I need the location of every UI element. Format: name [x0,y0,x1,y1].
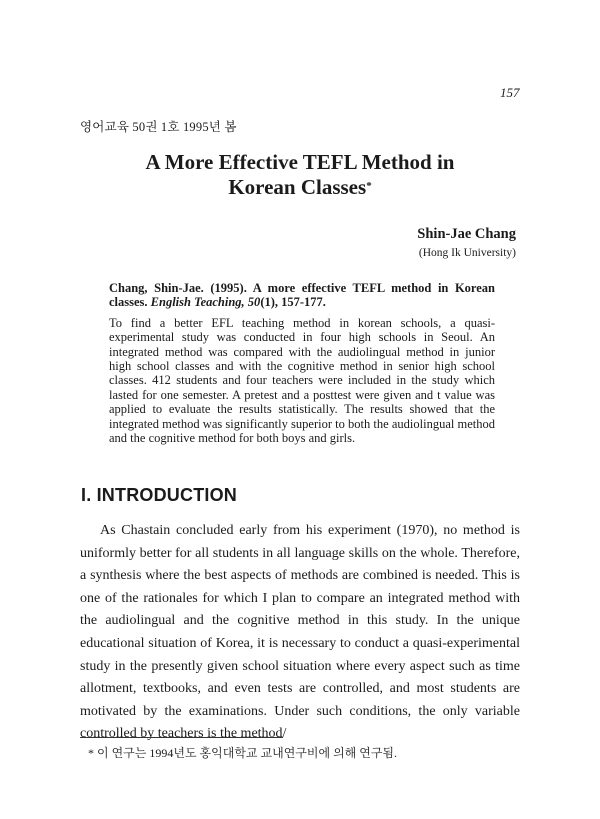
article-title [0,150,600,200]
footnote: * 이 연구는 1994년도 홍익대학교 교내연구비에 의해 연구됨. [88,746,398,760]
title-line-2 [0,175,600,200]
author-name: Shin-Jae Chang [417,226,516,242]
author-affiliation: (Hong Ik University) [418,247,516,259]
citation-authors-year: Chang, Shin-Jae. (1995). A more effective TEFL method in Korean classes. [109,281,495,310]
footnote-divider [80,737,283,738]
citation-journal: English Teaching, 50 [150,295,261,310]
citation-issue-pages: (1), 157-177. [260,295,326,310]
abstract-block [109,281,495,445]
citation [109,281,495,310]
intro-paragraph: As Chastain concluded early from his experiment (1970), no method is uniformly better for all students in all language skills on the whole. Therefore, a synthesis where the best aspects of methods are combined is needed. This is one of the rationales for which I plan to compare an integrated method with the audiolingual and the cognitive method in this study. In the unique educational situation of Korea, it is necessary to conduct a quasi-experimental study in the presently given school situation where every aspect such as time allotment, textbooks, and even tests are controlled, and most students are motivated by the examinations. Under such conditions, the only variable controlled by teachers is the method/ [80,523,520,742]
page-number: 157 [500,85,520,100]
abstract-text: To find a better EFL teaching method in korean schools, a quasi-experimental study was conducted in four high schools in Seoul. An integrated method was compared with the audiolingual method in junior high school classes and with the cognitive method in senior high school classes. 412 students and four teachers were included in the study which lasted for one semester. A pretest and a posttest were given and t value was applied to evaluate the results statistically. The results showed that the integrated method was significantly superior to both the audiolingual method and the cognitive method for both boys and girls. [109,315,495,446]
title-line-2-text: Korean Classes [228,175,367,199]
title-footnote-marker: * [366,180,372,192]
title-line-1: A More Effective TEFL Method in [145,150,455,174]
journal-header: 영어교육 50권 1호 1995년 봄 [80,120,237,134]
section-heading: I. INTRODUCTION [81,485,237,505]
